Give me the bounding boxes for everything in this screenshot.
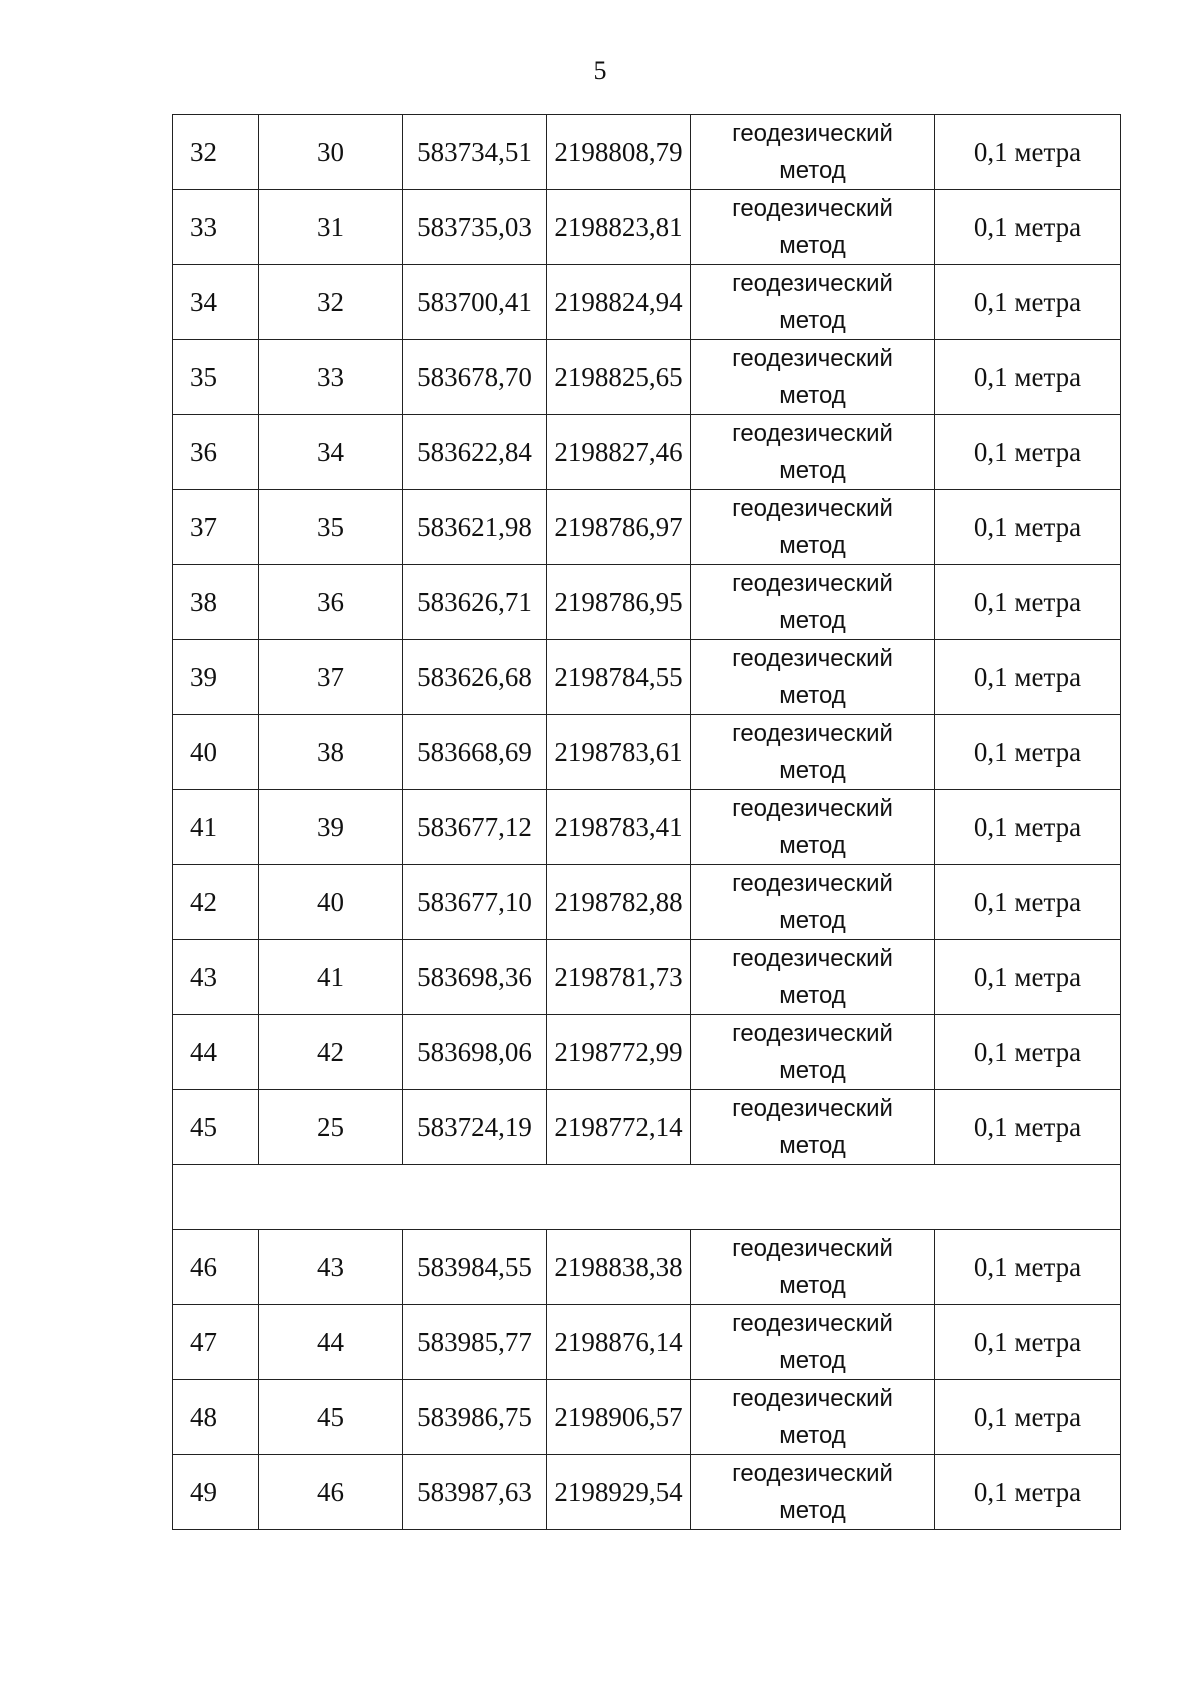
method-line-1: геодезический: [732, 795, 893, 822]
y-coordinate-cell: 2198824,94: [547, 265, 691, 340]
method-line-2: метод: [779, 1347, 846, 1374]
y-coordinate-cell: 2198929,54: [547, 1455, 691, 1530]
x-coordinate-cell: 583626,71: [403, 565, 547, 640]
accuracy-cell: 0,1 метра: [935, 490, 1121, 565]
accuracy-cell: 0,1 метра: [935, 265, 1121, 340]
point-number-cell: 42: [259, 1015, 403, 1090]
y-coordinate-cell: 2198825,65: [547, 340, 691, 415]
method-line-1: геодезический: [732, 1460, 893, 1487]
point-number-cell: 38: [259, 715, 403, 790]
accuracy-cell: 0,1 метра: [935, 565, 1121, 640]
x-coordinate-cell: 583698,36: [403, 940, 547, 1015]
row-number-cell: 35: [173, 340, 259, 415]
table-row: [173, 790, 1121, 865]
x-coordinate-cell: 583698,06: [403, 1015, 547, 1090]
method-cell: [691, 340, 935, 415]
method-cell: [691, 640, 935, 715]
y-coordinate-cell: 2198827,46: [547, 415, 691, 490]
method-line-1: геодезический: [732, 945, 893, 972]
y-coordinate-cell: 2198906,57: [547, 1380, 691, 1455]
x-coordinate-cell: 583677,10: [403, 865, 547, 940]
method-line-2: метод: [779, 307, 846, 334]
method-line-2: метод: [779, 232, 846, 259]
coordinates-table: [172, 114, 1121, 1530]
method-line-2: метод: [779, 157, 846, 184]
point-number-cell: 30: [259, 115, 403, 190]
x-coordinate-cell: 583734,51: [403, 115, 547, 190]
row-number-cell: 49: [173, 1455, 259, 1530]
point-number-cell: 40: [259, 865, 403, 940]
method-line-1: геодезический: [732, 120, 893, 147]
accuracy-cell: 0,1 метра: [935, 940, 1121, 1015]
method-line-2: метод: [779, 982, 846, 1009]
x-coordinate-cell: 583985,77: [403, 1305, 547, 1380]
row-number-cell: 44: [173, 1015, 259, 1090]
row-number-cell: 42: [173, 865, 259, 940]
point-number-cell: 31: [259, 190, 403, 265]
accuracy-cell: 0,1 метра: [935, 1305, 1121, 1380]
table-separator: [173, 1165, 1121, 1230]
method-cell: [691, 1015, 935, 1090]
method-cell: [691, 865, 935, 940]
method-line-2: метод: [779, 607, 846, 634]
method-cell: [691, 265, 935, 340]
table-row: [173, 1230, 1121, 1305]
x-coordinate-cell: 583622,84: [403, 415, 547, 490]
row-number-cell: 43: [173, 940, 259, 1015]
y-coordinate-cell: 2198772,99: [547, 1015, 691, 1090]
table-row: [173, 1455, 1121, 1530]
accuracy-cell: 0,1 метра: [935, 1455, 1121, 1530]
x-coordinate-cell: 583621,98: [403, 490, 547, 565]
x-coordinate-cell: 583735,03: [403, 190, 547, 265]
y-coordinate-cell: 2198772,14: [547, 1090, 691, 1165]
method-line-1: геодезический: [732, 1020, 893, 1047]
x-coordinate-cell: 583626,68: [403, 640, 547, 715]
x-coordinate-cell: 583668,69: [403, 715, 547, 790]
method-cell: [691, 1230, 935, 1305]
x-coordinate-cell: 583724,19: [403, 1090, 547, 1165]
separator-row: [173, 1165, 1121, 1230]
method-cell: [691, 1380, 935, 1455]
table-row: [173, 265, 1121, 340]
accuracy-cell: 0,1 метра: [935, 865, 1121, 940]
table-row: [173, 865, 1121, 940]
separator-cell: [173, 1165, 1121, 1230]
method-line-2: метод: [779, 757, 846, 784]
accuracy-cell: 0,1 метра: [935, 715, 1121, 790]
table-row: [173, 565, 1121, 640]
row-number-cell: 45: [173, 1090, 259, 1165]
row-number-cell: 33: [173, 190, 259, 265]
accuracy-cell: 0,1 метра: [935, 790, 1121, 865]
table-row: [173, 1090, 1121, 1165]
table-row: [173, 340, 1121, 415]
y-coordinate-cell: 2198783,41: [547, 790, 691, 865]
table-row: [173, 490, 1121, 565]
method-line-1: геодезический: [732, 1235, 893, 1262]
method-line-2: метод: [779, 1422, 846, 1449]
accuracy-cell: 0,1 метра: [935, 1015, 1121, 1090]
method-line-1: геодезический: [732, 495, 893, 522]
row-number-cell: 36: [173, 415, 259, 490]
method-line-2: метод: [779, 832, 846, 859]
method-cell: [691, 565, 935, 640]
table-row: [173, 940, 1121, 1015]
method-line-2: метод: [779, 382, 846, 409]
point-number-cell: 36: [259, 565, 403, 640]
y-coordinate-cell: 2198838,38: [547, 1230, 691, 1305]
row-number-cell: 46: [173, 1230, 259, 1305]
table-row: [173, 190, 1121, 265]
method-line-1: геодезический: [732, 645, 893, 672]
x-coordinate-cell: 583700,41: [403, 265, 547, 340]
y-coordinate-cell: 2198784,55: [547, 640, 691, 715]
method-cell: [691, 415, 935, 490]
page-number: 5: [593, 56, 607, 85]
y-coordinate-cell: 2198808,79: [547, 115, 691, 190]
x-coordinate-cell: 583677,12: [403, 790, 547, 865]
table-row: [173, 715, 1121, 790]
row-number-cell: 32: [173, 115, 259, 190]
row-number-cell: 48: [173, 1380, 259, 1455]
accuracy-cell: 0,1 метра: [935, 1380, 1121, 1455]
x-coordinate-cell: 583984,55: [403, 1230, 547, 1305]
method-line-2: метод: [779, 1272, 846, 1299]
row-number-cell: 39: [173, 640, 259, 715]
method-line-2: метод: [779, 1057, 846, 1084]
method-cell: [691, 940, 935, 1015]
accuracy-cell: 0,1 метра: [935, 115, 1121, 190]
accuracy-cell: 0,1 метра: [935, 1230, 1121, 1305]
y-coordinate-cell: 2198786,97: [547, 490, 691, 565]
y-coordinate-cell: 2198786,95: [547, 565, 691, 640]
table-body-top: [173, 115, 1121, 1165]
method-line-2: метод: [779, 1497, 846, 1524]
point-number-cell: 46: [259, 1455, 403, 1530]
method-line-1: геодезический: [732, 570, 893, 597]
table-row: [173, 415, 1121, 490]
x-coordinate-cell: 583986,75: [403, 1380, 547, 1455]
method-line-1: геодезический: [732, 420, 893, 447]
method-cell: [691, 790, 935, 865]
method-line-2: метод: [779, 532, 846, 559]
method-line-2: метод: [779, 1132, 846, 1159]
method-cell: [691, 190, 935, 265]
point-number-cell: 44: [259, 1305, 403, 1380]
x-coordinate-cell: 583678,70: [403, 340, 547, 415]
method-cell: [691, 715, 935, 790]
method-line-1: геодезический: [732, 1095, 893, 1122]
y-coordinate-cell: 2198876,14: [547, 1305, 691, 1380]
table-row: [173, 640, 1121, 715]
y-coordinate-cell: 2198823,81: [547, 190, 691, 265]
row-number-cell: 47: [173, 1305, 259, 1380]
row-number-cell: 34: [173, 265, 259, 340]
method-cell: [691, 115, 935, 190]
method-line-1: геодезический: [732, 345, 893, 372]
accuracy-cell: 0,1 метра: [935, 190, 1121, 265]
point-number-cell: 37: [259, 640, 403, 715]
point-number-cell: 25: [259, 1090, 403, 1165]
point-number-cell: 32: [259, 265, 403, 340]
method-cell: [691, 1090, 935, 1165]
point-number-cell: 41: [259, 940, 403, 1015]
method-line-2: метод: [779, 457, 846, 484]
row-number-cell: 37: [173, 490, 259, 565]
accuracy-cell: 0,1 метра: [935, 640, 1121, 715]
point-number-cell: 33: [259, 340, 403, 415]
table-row: [173, 115, 1121, 190]
method-line-2: метод: [779, 682, 846, 709]
method-line-1: геодезический: [732, 1385, 893, 1412]
y-coordinate-cell: 2198783,61: [547, 715, 691, 790]
point-number-cell: 34: [259, 415, 403, 490]
row-number-cell: 38: [173, 565, 259, 640]
point-number-cell: 43: [259, 1230, 403, 1305]
method-cell: [691, 1455, 935, 1530]
method-line-1: геодезический: [732, 720, 893, 747]
accuracy-cell: 0,1 метра: [935, 1090, 1121, 1165]
table-body-bottom: [173, 1230, 1121, 1530]
method-line-1: геодезический: [732, 870, 893, 897]
y-coordinate-cell: 2198781,73: [547, 940, 691, 1015]
method-cell: [691, 490, 935, 565]
table-row: [173, 1380, 1121, 1455]
method-line-1: геодезический: [732, 195, 893, 222]
table-row: [173, 1305, 1121, 1380]
y-coordinate-cell: 2198782,88: [547, 865, 691, 940]
accuracy-cell: 0,1 метра: [935, 415, 1121, 490]
table-row: [173, 1015, 1121, 1090]
accuracy-cell: 0,1 метра: [935, 340, 1121, 415]
x-coordinate-cell: 583987,63: [403, 1455, 547, 1530]
method-line-1: геодезический: [732, 270, 893, 297]
row-number-cell: 40: [173, 715, 259, 790]
point-number-cell: 45: [259, 1380, 403, 1455]
row-number-cell: 41: [173, 790, 259, 865]
method-line-1: геодезический: [732, 1310, 893, 1337]
method-cell: [691, 1305, 935, 1380]
method-line-2: метод: [779, 907, 846, 934]
point-number-cell: 39: [259, 790, 403, 865]
point-number-cell: 35: [259, 490, 403, 565]
